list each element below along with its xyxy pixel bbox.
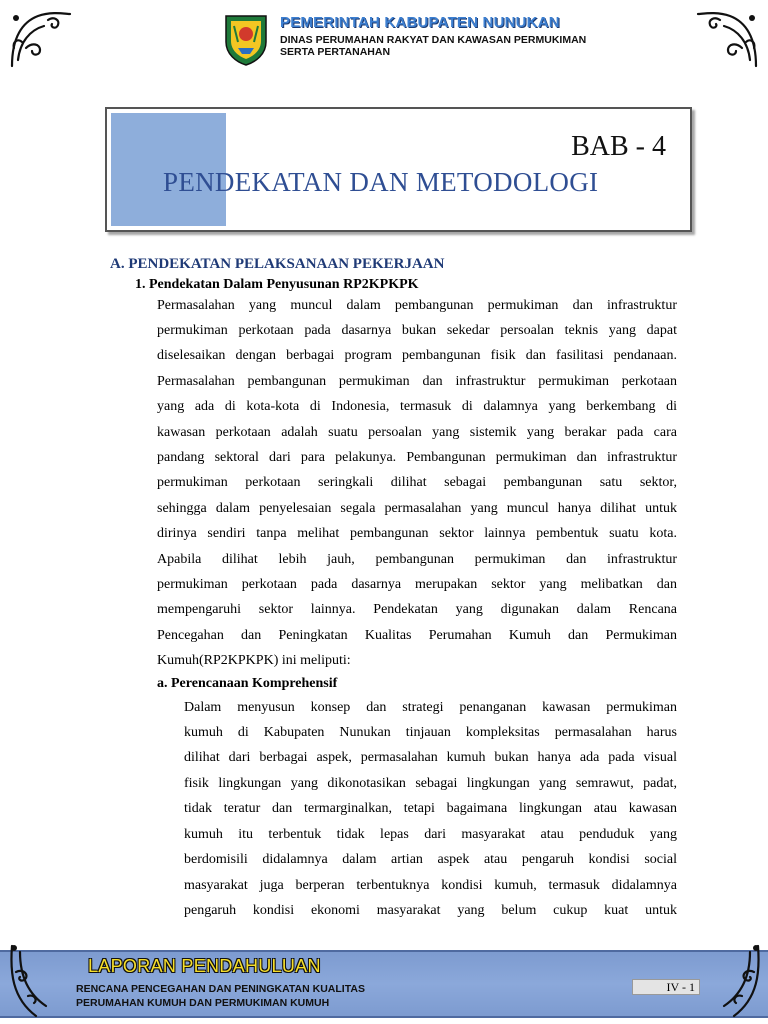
- chapter-number: BAB - 4: [571, 131, 666, 162]
- chapter-title-box: [105, 107, 692, 232]
- text-line: masyarakat juga berperan terbentuknya kondisi kumuh, termasuk didalamnya: [184, 878, 677, 893]
- text-line: dilihat dari berbagai aspek, permasalahan kumuh bukan hanya ada pada visual: [184, 750, 677, 765]
- text-line: Permasalahan yang muncul dalam pembangunan permukiman dan infrastruktur: [157, 298, 677, 313]
- footer-report-title: LAPORAN PENDAHULUAN: [88, 956, 321, 976]
- text-line: fisik lingkungan yang dikonotasikan sebagai lingkungan yang semrawut, padat,: [184, 776, 677, 791]
- department-line-2: SERTA PERTANAHAN: [280, 46, 391, 58]
- text-line: sehingga dalam penyelesaian segala permasalahan yang muncul hanya dilihat untuk: [157, 501, 677, 516]
- department-line-1: DINAS PERUMAHAN RAKYAT DAN KAWASAN PERMUKIMAN: [280, 34, 587, 46]
- footer-ornament-icon: [704, 942, 764, 1020]
- footer-line-2: PERUMAHAN KUMUH DAN PERMUKIMAN KUMUH: [76, 997, 330, 1009]
- section-a-heading: A. PENDEKATAN PELAKSANAAN PEKERJAAN: [110, 256, 445, 272]
- text-line: permukiman perkotaan seringkali dilihat sebagai pembangunan satu sektor,: [157, 475, 677, 490]
- text-line: mempengaruhi sektor lainnya. Pendekatan yang digunakan dalam Rencana: [157, 602, 677, 617]
- footer-line-1: RENCANA PENCEGAHAN DAN PENINGKATAN KUALITAS: [76, 983, 365, 995]
- text-line: yang ada di kota-kota di Indonesia, termasuk di dalamnya yang berkembang di: [157, 399, 677, 414]
- text-line: Dalam menyusun konsep dan strategi penanganan kawasan permukiman: [184, 700, 677, 715]
- text-line: Pencegahan dan Peningkatan Kualitas Perumahan Kumuh dan Permukiman: [157, 628, 677, 643]
- corner-ornament-icon: [8, 8, 74, 70]
- regency-emblem-icon: [222, 12, 270, 66]
- text-line: berdomisili didalamnya dalam artian aspek atau pengaruh kondisi social: [184, 852, 677, 867]
- text-line: permukiman perkotaan pada dasarnya merupakan sektor yang melibatkan dan: [157, 577, 677, 592]
- corner-ornament-icon: [694, 8, 760, 70]
- subsection-a-heading: a. Perencanaan Komprehensif: [157, 676, 338, 691]
- footer-ornament-icon: [6, 942, 66, 1020]
- text-line: diselesaikan dengan berbagai program pembangunan fisik dan fasilitasi pendanaan.: [157, 348, 677, 363]
- text-line: pandang sektoral dari para pelakunya. Pembangunan permukiman dan infrastruktur: [157, 450, 677, 465]
- text-line: kawasan perkotaan adalah suatu persoalan yang sistemik yang berakar pada cara: [157, 425, 677, 440]
- text-line: tidak teratur dan termarginalkan, tetapi bagaimana lingkungan atau kawasan: [184, 801, 677, 816]
- text-line: dirinya sendiri tanpa melihat pembangunan sektor lainnya pembentuk suatu kota.: [157, 526, 677, 541]
- subsection-1-heading: 1. Pendekatan Dalam Penyusunan RP2KPKPK: [135, 277, 419, 292]
- chapter-title: PENDEKATAN DAN METODOLOGI: [163, 167, 599, 197]
- text-line: kumuh itu terbentuk tidak lepas dari masyarakat atau penduduk yang: [184, 827, 677, 842]
- text-line: Apabila dilihat lebih jauh, pembangunan permukiman dan infrastruktur: [157, 552, 677, 567]
- government-title: PEMERINTAH KABUPATEN NUNUKAN: [280, 14, 560, 31]
- text-line: Permasalahan pembangunan permukiman dan infrastruktur permukiman perkotaan: [157, 374, 677, 389]
- text-line: Kumuh(RP2KPKPK) ini meliputi:: [157, 653, 351, 668]
- page-number: IV - 1: [632, 979, 700, 995]
- text-line: permukiman perkotaan pada dasarnya bukan sekedar persoalan teknis yang dapat: [157, 323, 677, 338]
- text-line: pengaruh kondisi ekonomi masyarakat yang belum cukup kuat untuk: [184, 903, 677, 918]
- text-line: kumuh di Kabupaten Nunukan tinjauan kompleksitas permasalahan harus: [184, 725, 677, 740]
